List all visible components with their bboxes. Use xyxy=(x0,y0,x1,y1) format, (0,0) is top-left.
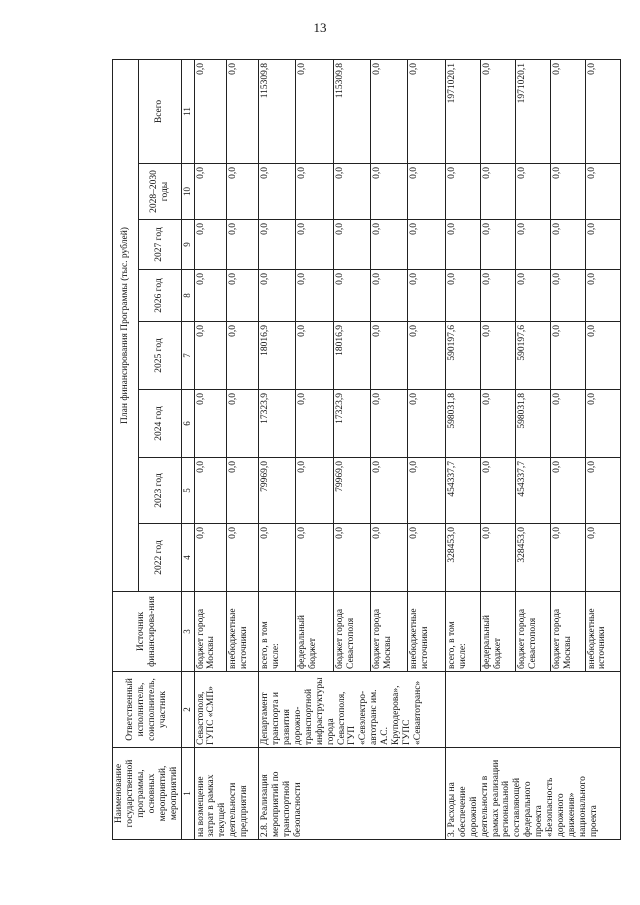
amount-cell: 0,0 xyxy=(480,270,515,322)
amount-cell: 598031,8 xyxy=(445,390,480,458)
funding-source: бюджет города Москвы xyxy=(371,592,408,672)
funding-source: бюджет города Севастополя xyxy=(333,592,370,672)
amount-cell: 0,0 xyxy=(296,524,333,592)
amount-cell: 0,0 xyxy=(480,390,515,458)
column-index: 1 xyxy=(181,748,194,840)
amount-cell: 0,0 xyxy=(515,220,550,270)
amount-cell: 0,0 xyxy=(371,220,408,270)
amount-cell: 0,0 xyxy=(226,270,258,322)
amount-cell: 0,0 xyxy=(371,524,408,592)
amount-cell: 0,0 xyxy=(550,322,585,390)
funding-source: всего, в том числе: xyxy=(259,592,296,672)
table-row xyxy=(259,59,296,839)
amount-cell: 0,0 xyxy=(408,322,445,390)
measure-name: 2.8. Реализация мероприятий по транспортной безопасности xyxy=(259,748,446,840)
header-year: 2023 год xyxy=(139,458,181,524)
amount-cell: 590197,6 xyxy=(445,322,480,390)
header-plan: План финансирования Программы (тыс. рублей) xyxy=(113,59,139,591)
amount-cell: 590197,6 xyxy=(515,322,550,390)
amount-cell: 0,0 xyxy=(371,390,408,458)
column-index: 9 xyxy=(181,220,194,270)
amount-cell: 79969,0 xyxy=(259,458,296,524)
funding-source: федеральный бюджет xyxy=(480,592,515,672)
amount-cell: 0,0 xyxy=(226,220,258,270)
amount-cell: 0,0 xyxy=(371,59,408,163)
amount-cell: 0,0 xyxy=(408,524,445,592)
amount-cell: 328453,0 xyxy=(515,524,550,592)
amount-cell: 598031,8 xyxy=(515,390,550,458)
amount-cell: 0,0 xyxy=(296,59,333,163)
amount-cell: 0,0 xyxy=(226,322,258,390)
amount-cell: 0,0 xyxy=(296,220,333,270)
header-year: 2025 год xyxy=(139,322,181,390)
amount-cell: 0,0 xyxy=(371,322,408,390)
amount-cell: 0,0 xyxy=(515,164,550,220)
funding-source: внебюджетные источники xyxy=(585,592,620,672)
column-index: 5 xyxy=(181,458,194,524)
header-source: Источник финансирова-ния xyxy=(113,592,182,672)
amount-cell: 0,0 xyxy=(226,164,258,220)
amount-cell: 0,0 xyxy=(480,458,515,524)
measure-name: 3. Расходы на обеспечение дорожной деятельности в рамках реализации региональной составляющей федерального проекта «Безопасность дорожного движения» национального проекта xyxy=(445,748,620,840)
amount-cell: 0,0 xyxy=(550,59,585,163)
column-index: 11 xyxy=(181,59,194,163)
column-index: 2 xyxy=(181,672,194,748)
amount-cell: 1971020,1 xyxy=(515,59,550,163)
amount-cell: 0,0 xyxy=(296,322,333,390)
amount-cell: 0,0 xyxy=(480,322,515,390)
header-year: 2024 год xyxy=(139,390,181,458)
amount-cell: 0,0 xyxy=(194,390,226,458)
amount-cell: 0,0 xyxy=(550,220,585,270)
amount-cell: 0,0 xyxy=(408,220,445,270)
amount-cell: 0,0 xyxy=(585,322,620,390)
amount-cell: 0,0 xyxy=(194,458,226,524)
amount-cell: 0,0 xyxy=(296,390,333,458)
amount-cell: 0,0 xyxy=(371,458,408,524)
amount-cell: 0,0 xyxy=(408,458,445,524)
funding-source: бюджет города Москвы xyxy=(550,592,585,672)
page-number: 13 xyxy=(313,20,327,35)
amount-cell: 18016,9 xyxy=(333,322,370,390)
amount-cell: 18016,9 xyxy=(259,322,296,390)
amount-cell: 0,0 xyxy=(296,458,333,524)
amount-cell: 0,0 xyxy=(259,524,296,592)
funding-source: бюджет города Москвы xyxy=(194,592,226,672)
funding-source: внебюджетные источники xyxy=(226,592,258,672)
amount-cell: 0,0 xyxy=(550,164,585,220)
amount-cell: 0,0 xyxy=(296,164,333,220)
amount-cell: 0,0 xyxy=(333,164,370,220)
amount-cell: 0,0 xyxy=(194,270,226,322)
column-index: 6 xyxy=(181,390,194,458)
amount-cell: 0,0 xyxy=(226,390,258,458)
header-year: Всего xyxy=(139,59,181,163)
amount-cell: 0,0 xyxy=(371,164,408,220)
amount-cell: 0,0 xyxy=(194,524,226,592)
executor: Департамент транспорта и развития дорожно-транспортной инфраструктуры города Севастополя, ГУП «Севэлектро-автотранс им. А.С. Круподерова», ГУПС «Севавтотранс» xyxy=(259,672,446,748)
amount-cell: 0,0 xyxy=(371,270,408,322)
amount-cell: 0,0 xyxy=(550,524,585,592)
executor: Севастополя, ГУПС «СМП» xyxy=(194,672,259,748)
amount-cell: 0,0 xyxy=(226,524,258,592)
amount-cell: 0,0 xyxy=(445,270,480,322)
amount-cell: 0,0 xyxy=(194,59,226,163)
amount-cell: 0,0 xyxy=(480,524,515,592)
amount-cell: 0,0 xyxy=(445,164,480,220)
column-index: 4 xyxy=(181,524,194,592)
amount-cell: 0,0 xyxy=(515,270,550,322)
financing-table xyxy=(112,59,621,840)
amount-cell: 0,0 xyxy=(550,270,585,322)
amount-cell: 79969,0 xyxy=(333,458,370,524)
amount-cell: 0,0 xyxy=(480,220,515,270)
amount-cell: 0,0 xyxy=(550,458,585,524)
funding-source: федеральный бюджет xyxy=(296,592,333,672)
amount-cell: 1971020,1 xyxy=(445,59,480,163)
amount-cell: 0,0 xyxy=(259,270,296,322)
column-index: 7 xyxy=(181,322,194,390)
amount-cell: 0,0 xyxy=(408,164,445,220)
header-year: 2022 год xyxy=(139,524,181,592)
table-row xyxy=(445,59,480,839)
executor xyxy=(445,672,620,748)
amount-cell: 0,0 xyxy=(333,220,370,270)
amount-cell: 0,0 xyxy=(194,220,226,270)
amount-cell: 0,0 xyxy=(194,322,226,390)
amount-cell: 454337,7 xyxy=(515,458,550,524)
amount-cell: 0,0 xyxy=(585,390,620,458)
header-executor: Ответственный исполнитель, соисполнитель, участник xyxy=(113,672,182,748)
column-index: 3 xyxy=(181,592,194,672)
funding-source: бюджет города Севастополя xyxy=(515,592,550,672)
amount-cell: 0,0 xyxy=(585,524,620,592)
amount-cell: 0,0 xyxy=(445,220,480,270)
amount-cell: 0,0 xyxy=(585,458,620,524)
column-index: 10 xyxy=(181,164,194,220)
amount-cell: 0,0 xyxy=(226,458,258,524)
amount-cell: 0,0 xyxy=(480,164,515,220)
header-year: 2026 год xyxy=(139,270,181,322)
rotated-table-wrapper xyxy=(112,60,620,840)
amount-cell: 0,0 xyxy=(585,164,620,220)
amount-cell: 115309,8 xyxy=(259,59,296,163)
amount-cell: 0,0 xyxy=(259,164,296,220)
header-year: 2027 год xyxy=(139,220,181,270)
amount-cell: 0,0 xyxy=(585,59,620,163)
funding-source: всего, в том числе: xyxy=(445,592,480,672)
amount-cell: 328453,0 xyxy=(445,524,480,592)
amount-cell: 0,0 xyxy=(550,390,585,458)
header-name: Наименование государственной программы, основных мероприятий, мероприятий xyxy=(113,748,182,840)
amount-cell: 0,0 xyxy=(194,164,226,220)
amount-cell: 0,0 xyxy=(333,270,370,322)
amount-cell: 454337,7 xyxy=(445,458,480,524)
amount-cell: 115309,8 xyxy=(333,59,370,163)
header-year: 2028–2030 годы xyxy=(139,164,181,220)
column-index: 8 xyxy=(181,270,194,322)
amount-cell: 17323,9 xyxy=(259,390,296,458)
measure-name: на возмещение затрат в рамках текущей деятельности предприятия xyxy=(194,748,259,840)
funding-source: внебюджетные источники xyxy=(408,592,445,672)
amount-cell: 17323,9 xyxy=(333,390,370,458)
amount-cell: 0,0 xyxy=(408,59,445,163)
table-row xyxy=(194,59,226,839)
amount-cell: 0,0 xyxy=(333,524,370,592)
amount-cell: 0,0 xyxy=(480,59,515,163)
amount-cell: 0,0 xyxy=(408,390,445,458)
amount-cell: 0,0 xyxy=(226,59,258,163)
amount-cell: 0,0 xyxy=(585,270,620,322)
amount-cell: 0,0 xyxy=(259,220,296,270)
amount-cell: 0,0 xyxy=(296,270,333,322)
amount-cell: 0,0 xyxy=(585,220,620,270)
amount-cell: 0,0 xyxy=(408,270,445,322)
